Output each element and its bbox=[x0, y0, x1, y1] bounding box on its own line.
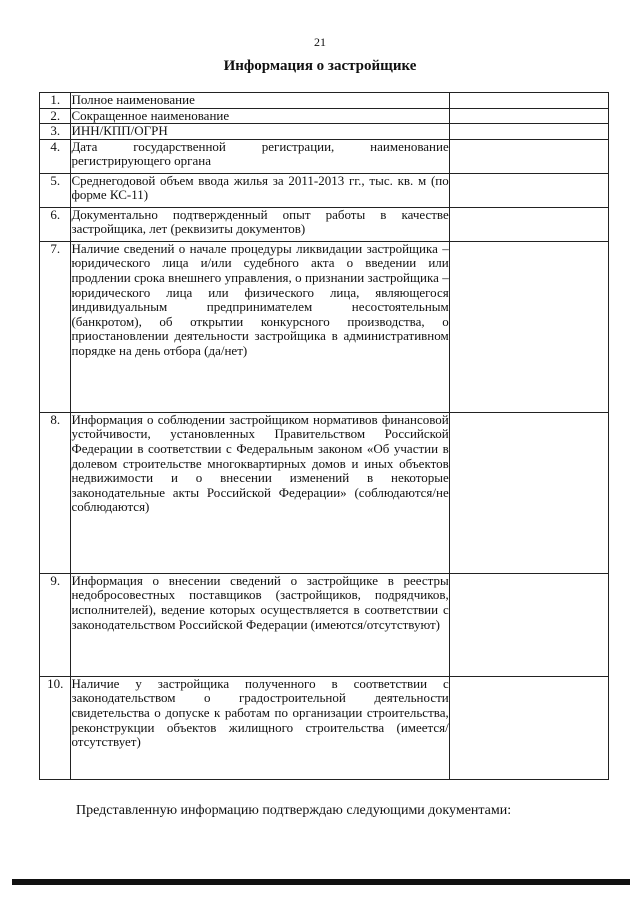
row-answer-cell[interactable] bbox=[449, 93, 608, 109]
row-description: Сокращенное наименование bbox=[71, 108, 449, 124]
row-answer-cell[interactable] bbox=[449, 676, 608, 779]
row-number: 8. bbox=[40, 412, 71, 573]
table-row bbox=[40, 676, 609, 779]
row-description: Информация о внесении сведений о застройщике в реестры недобросовестных поставщиков (застройщиков, подрядчиков, исполнителей), ведение которых осуществляется в соответствии с законодательством Российской Федерации (имеются/отсутствуют) bbox=[71, 573, 449, 676]
row-answer-cell[interactable] bbox=[449, 207, 608, 241]
row-number: 10. bbox=[40, 676, 71, 779]
row-number: 3. bbox=[40, 124, 71, 140]
table-row bbox=[40, 207, 609, 241]
page-title: Информация о застройщике bbox=[223, 58, 417, 74]
row-description: Наличие сведений о начале процедуры ликвидации застройщика – юридического лица и/или судебного акта о введении или продлении срока внешнего управления, о признании застройщика – юридического лица или физического лица, являющегося индивидуальным предпринимателем несостоятельным (банкротом), об открытии конкурсного производства, о приостановлении деятельности застройщика в административном порядке на день отбора (да/нет) bbox=[71, 241, 449, 412]
row-number: 7. bbox=[40, 241, 71, 412]
developer-info-table bbox=[39, 92, 609, 780]
table-row bbox=[40, 93, 609, 109]
table-row bbox=[40, 124, 609, 140]
row-description: Документально подтвержденный опыт работы в качестве застройщика, лет (реквизиты документов) bbox=[71, 207, 449, 241]
table-row bbox=[40, 412, 609, 573]
row-number: 5. bbox=[40, 173, 71, 207]
row-description: Дата государственной регистрации, наименование регистрирующего органа bbox=[71, 139, 449, 173]
page-number: 21 bbox=[314, 35, 326, 49]
row-description: Информация о соблюдении застройщиком нормативов финансовой устойчивости, установленных Правительством Российской Федерации в соответствии с Федеральным законом «Об участии в долевом строительстве многоквартирных домов и иных объектов недвижимости и о внесении изменений в некоторые законодательные акты Российской Федерации» (соблюдаются/не соблюдаются) bbox=[71, 412, 449, 573]
table-row bbox=[40, 173, 609, 207]
row-number: 1. bbox=[40, 93, 71, 109]
table-row bbox=[40, 573, 609, 676]
row-answer-cell[interactable] bbox=[449, 139, 608, 173]
row-answer-cell[interactable] bbox=[449, 573, 608, 676]
row-answer-cell[interactable] bbox=[449, 173, 608, 207]
row-number: 9. bbox=[40, 573, 71, 676]
table-row bbox=[40, 108, 609, 124]
row-number: 6. bbox=[40, 207, 71, 241]
bottom-rule bbox=[12, 879, 630, 885]
row-answer-cell[interactable] bbox=[449, 124, 608, 140]
row-description: Наличие у застройщика полученного в соответствии с законодательством о градостроительной деятельности свидетельства о допуске к работам по организации строительства, реконструкции объектов жилищного строительства (имеется/отсутствует) bbox=[71, 676, 449, 779]
confirmation-text: Представленную информацию подтверждаю следующими документами: bbox=[76, 803, 512, 818]
row-description: Полное наименование bbox=[71, 93, 449, 109]
row-description: ИНН/КПП/ОГРН bbox=[71, 124, 449, 140]
row-answer-cell[interactable] bbox=[449, 412, 608, 573]
row-answer-cell[interactable] bbox=[449, 108, 608, 124]
row-number: 2. bbox=[40, 108, 71, 124]
table-row bbox=[40, 241, 609, 412]
row-answer-cell[interactable] bbox=[449, 241, 608, 412]
row-number: 4. bbox=[40, 139, 71, 173]
table-row bbox=[40, 139, 609, 173]
row-description: Среднегодовой объем ввода жилья за 2011-2013 гг., тыс. кв. м (по форме КС-11) bbox=[71, 173, 449, 207]
